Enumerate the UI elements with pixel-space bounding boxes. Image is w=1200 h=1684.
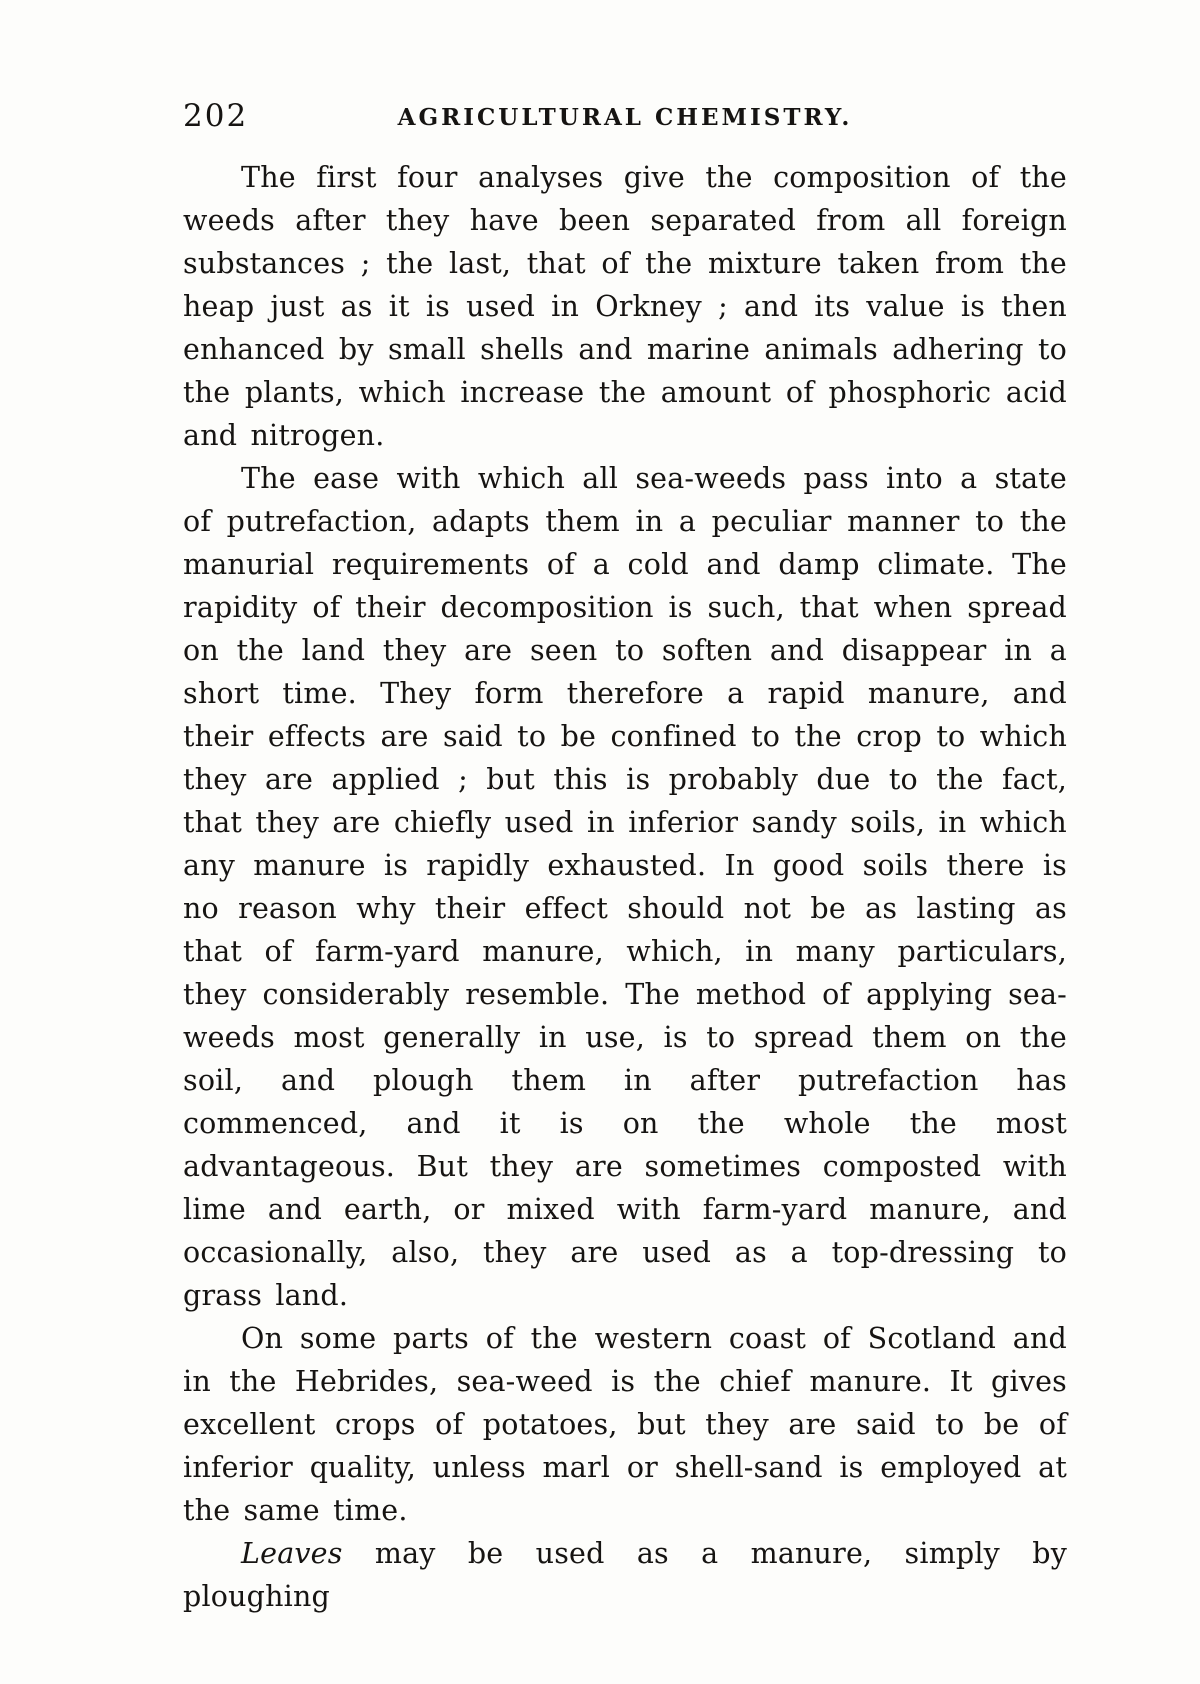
paragraph-putrefaction: The ease with which all sea-weeds pass into a state of putrefaction, adapts them in a peculiar manner to the manurial requirements of a cold and damp climate. The rapidity of their decomposition is such, that when spread on the land they are seen to soften and disappear in a short time. They form therefore a rapid manure, and their effects are said to be confined to the crop to which they are applied ; but this is probably due to the fact, that they are chiefly used in inferior sandy soils, in which any manure is rapidly exhausted. In good soils there is no reason why their effect should not be as lasting as that of farm-yard manure, which, in many particulars, they considerably resemble. The method of applying sea-weeds most generally in use, is to spread them on the soil, and plough them in after putrefaction has commenced, and it is on the whole the most advantageous. But they are sometimes composted with lime and earth, or mixed with farm-yard manure, and occasionally, also, they are used as a top-dressing to grass land. <box>183 462 1067 1312</box>
page-body <box>183 156 1067 1618</box>
page-header <box>183 98 1067 142</box>
paragraph-scotland: On some parts of the western coast of Scotland and in the Hebrides, sea-weed is the chief manure. It gives excellent crops of potatoes, but they are said to be of inferior quality, unless marl or shell-sand is employed at the same time. <box>183 1322 1067 1527</box>
paragraph-leaves-text: may be used as a manure, simply by ploughing <box>183 1537 1067 1613</box>
page-number: 202 <box>183 98 249 134</box>
running-head: AGRICULTURAL CHEMISTRY. <box>397 104 853 131</box>
paragraph-analyses: The first four analyses give the composition of the weeds after they have been separated from all foreign substances ; the last, that of the mixture taken from the heap just as it is used in Orkney ; and its value is then enhanced by small shells and marine animals adhering to the plants, which increase the amount of phosphoric acid and nitrogen. <box>183 161 1067 452</box>
paragraph-leaves <box>183 1532 1067 1618</box>
italic-lead-word: Leaves <box>241 1537 343 1570</box>
